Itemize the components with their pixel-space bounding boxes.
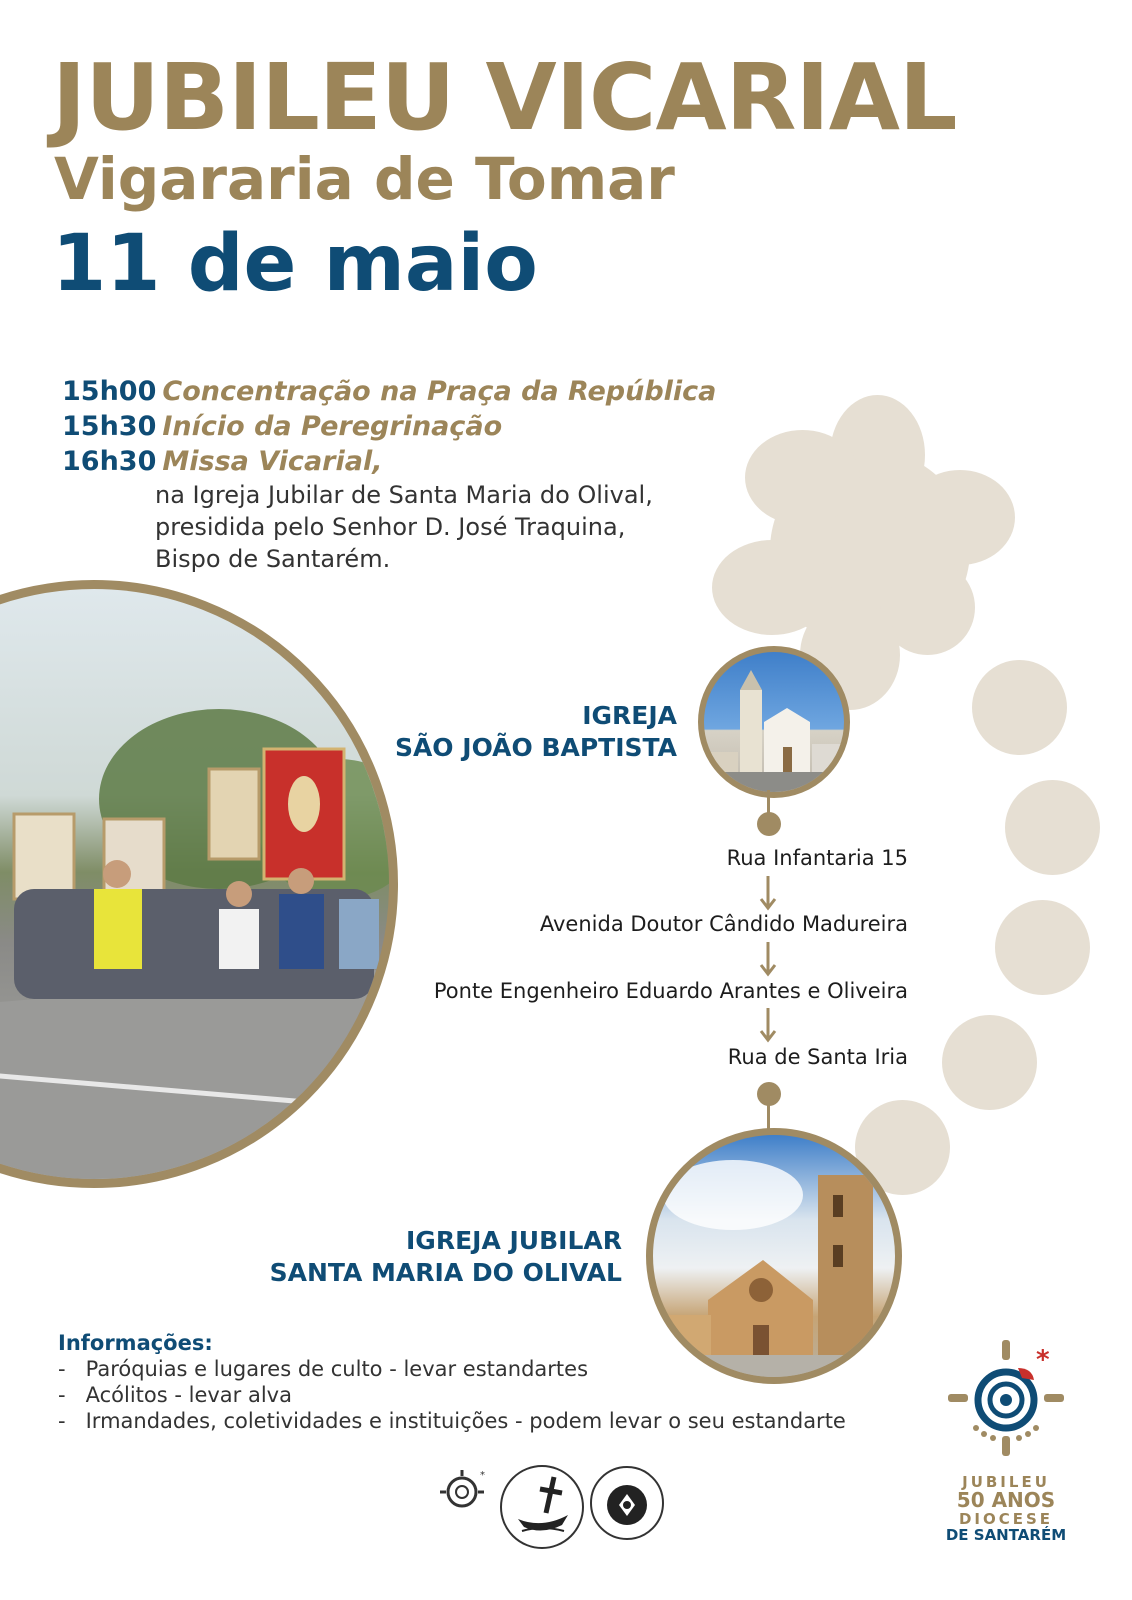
start-church-label-line: IGREJA bbox=[582, 701, 677, 730]
procession-illustration bbox=[0, 589, 389, 1179]
vigararia-seal-logo bbox=[590, 1466, 664, 1540]
route-dot-start bbox=[757, 812, 781, 836]
info-item: - Irmandades, coletividades e instituições - podem levar o seu estandarte bbox=[58, 1409, 846, 1433]
schedule-event: Início da Peregrinação bbox=[162, 411, 503, 442]
route-street: Ponte Engenheiro Eduardo Arantes e Oliveira bbox=[433, 979, 908, 1003]
arrow-down-icon bbox=[758, 1008, 778, 1048]
schedule-detail: Bispo de Santarém. bbox=[155, 545, 391, 573]
page-subtitle: Vigararia de Tomar bbox=[54, 145, 675, 213]
info-item: - Paróquias e lugares de culto - levar estandartes bbox=[58, 1357, 589, 1381]
start-church-label-line: SÃO JOÃO BAPTISTA bbox=[394, 733, 677, 762]
end-church-label-line: IGREJA JUBILAR bbox=[406, 1226, 622, 1255]
logo-text bbox=[940, 1474, 1072, 1543]
decor-dot bbox=[1005, 780, 1100, 875]
info-section bbox=[58, 1330, 846, 1434]
logo-text-line: 50 ANOS bbox=[956, 1488, 1056, 1512]
schedule-event: Missa Vicarial, bbox=[162, 446, 383, 477]
schedule-row bbox=[62, 409, 716, 444]
schedule-row bbox=[62, 444, 716, 479]
schedule-event: Concentração na Praça da República bbox=[162, 376, 717, 407]
jubileu-small-logo bbox=[440, 1468, 488, 1550]
schedule-detail: presidida pelo Senhor D. José Traquina, bbox=[155, 513, 626, 541]
page-title: JUBILEU VICARIAL bbox=[52, 44, 957, 151]
decor-dot bbox=[942, 1015, 1037, 1110]
logo-text-line: DIOCESE bbox=[958, 1510, 1054, 1528]
route-street: Rua de Santa Iria bbox=[727, 1045, 908, 1069]
decor-star-arm bbox=[745, 430, 860, 525]
svg-text:*: * bbox=[480, 1470, 485, 1481]
end-church-label bbox=[270, 1225, 622, 1289]
schedule-time: 15h00 bbox=[62, 376, 157, 407]
arrow-down-icon bbox=[758, 876, 778, 916]
route-street: Avenida Doutor Cândido Madureira bbox=[539, 912, 908, 936]
peregrinos-logo bbox=[500, 1465, 584, 1549]
decor-dot bbox=[995, 900, 1090, 995]
route-street: Rua Infantaria 15 bbox=[726, 846, 908, 870]
info-item-text: Paróquias e lugares de culto - levar estandartes bbox=[85, 1357, 589, 1381]
decor-star-arm bbox=[905, 470, 1015, 565]
info-item-text: Acólitos - levar alva bbox=[85, 1383, 292, 1407]
procession-photo bbox=[0, 580, 398, 1188]
logo-text-line: JUBILEU bbox=[962, 1473, 1050, 1491]
schedule-detail: na Igreja Jubilar de Santa Maria do Olival, bbox=[155, 481, 653, 509]
church-sao-joao-illustration bbox=[704, 652, 844, 792]
info-item: - Acólitos - levar alva bbox=[58, 1383, 292, 1407]
start-church-label bbox=[395, 700, 677, 764]
schedule-time: 16h30 bbox=[62, 446, 157, 477]
route-dot-end bbox=[757, 1082, 781, 1106]
schedule-row bbox=[62, 374, 716, 409]
info-item-text: Irmandades, coletividades e instituições - podem levar o seu estandarte bbox=[85, 1409, 846, 1433]
schedule bbox=[62, 374, 716, 575]
svg-text:*: * bbox=[1036, 1345, 1050, 1375]
schedule-time: 15h30 bbox=[62, 411, 157, 442]
info-heading: Informações: bbox=[58, 1331, 213, 1355]
church-sao-joao-photo bbox=[698, 646, 850, 798]
end-church-label-line: SANTA MARIA DO OLIVAL bbox=[269, 1258, 622, 1287]
jubileu-50-anos-logo bbox=[946, 1338, 1066, 1458]
decor-dot bbox=[972, 660, 1067, 755]
event-date: 11 de maio bbox=[52, 219, 538, 309]
route-line-start bbox=[767, 790, 770, 814]
logo-text-line: DE SANTARÉM bbox=[945, 1526, 1067, 1544]
arrow-down-icon bbox=[758, 942, 778, 982]
